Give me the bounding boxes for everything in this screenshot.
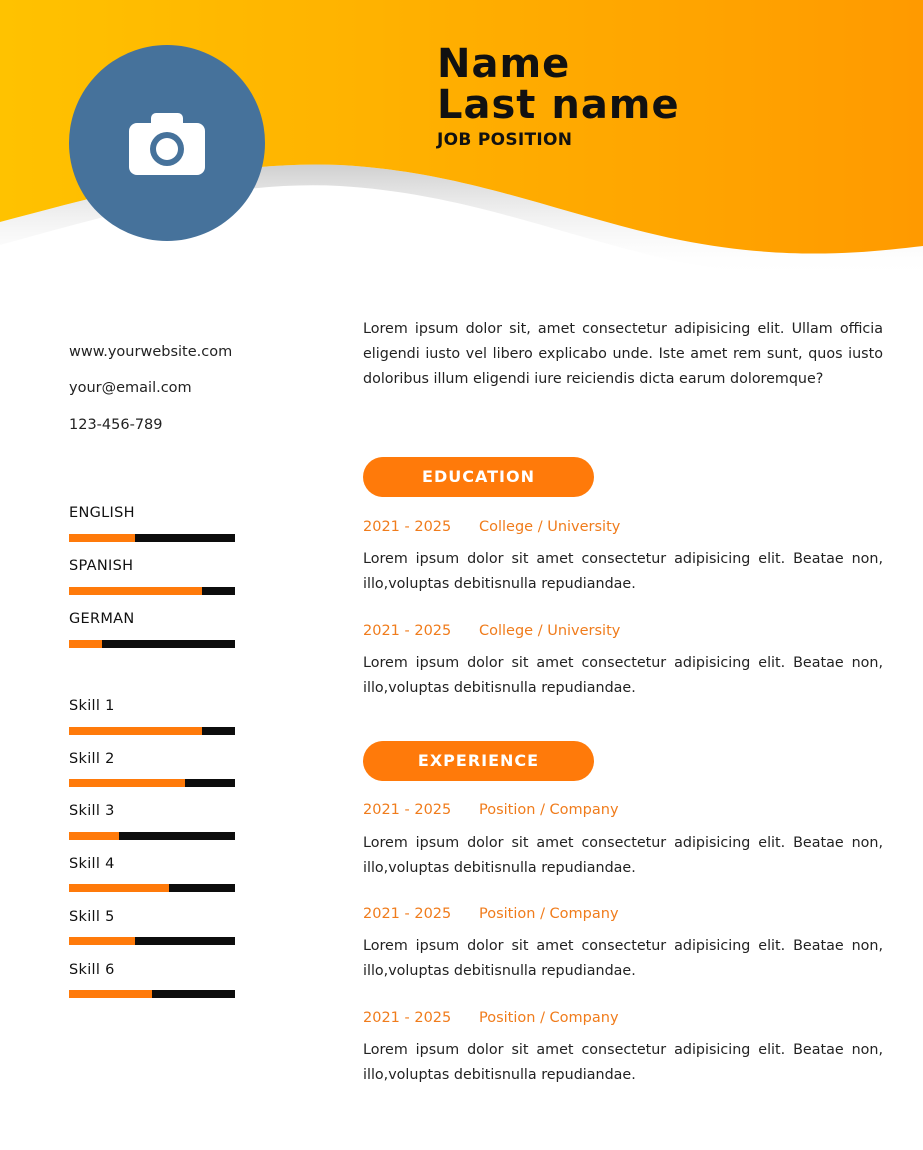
language-label: ENGLISH bbox=[69, 505, 135, 521]
education-entry-header bbox=[363, 623, 620, 639]
language-bar-fill bbox=[69, 640, 102, 648]
experience-entry-text: Lorem ipsum dolor sit amet consectetur adipisicing elit. Beatae non, illo,voluptas debitisnulla repudiandae. bbox=[363, 938, 883, 979]
language-label: GERMAN bbox=[69, 611, 135, 627]
camera-icon bbox=[127, 109, 207, 179]
education-entry-header bbox=[363, 519, 620, 535]
experience-entry-text: Lorem ipsum dolor sit amet consectetur adipisicing elit. Beatae non, illo,voluptas debitisnulla repudiandae. bbox=[363, 1042, 883, 1083]
job-position: JOB POSITION bbox=[437, 130, 573, 150]
contact-phone[interactable]: 123-456-789 bbox=[69, 417, 163, 433]
language-bar bbox=[69, 587, 235, 595]
language-bar bbox=[69, 534, 235, 542]
entry-period: 2021 - 2025 bbox=[363, 802, 452, 818]
entry-place: Position / Company bbox=[479, 906, 619, 922]
language-bar bbox=[69, 640, 235, 648]
education-entry-text: Lorem ipsum dolor sit amet consectetur adipisicing elit. Beatae non, illo,voluptas debitisnulla repudiandae. bbox=[363, 551, 883, 592]
skill-label: Skill 6 bbox=[69, 962, 115, 978]
skill-bar-fill bbox=[69, 832, 119, 840]
last-name: Last name bbox=[437, 82, 680, 128]
skill-bar bbox=[69, 990, 235, 998]
entry-period: 2021 - 2025 bbox=[363, 623, 452, 639]
education-entry-text: Lorem ipsum dolor sit amet consectetur adipisicing elit. Beatae non, illo,voluptas debitisnulla repudiandae. bbox=[363, 655, 883, 696]
experience-entry-header bbox=[363, 802, 619, 818]
skill-label: Skill 4 bbox=[69, 856, 115, 872]
experience-entry-text: Lorem ipsum dolor sit amet consectetur adipisicing elit. Beatae non, illo,voluptas debitisnulla repudiandae. bbox=[363, 835, 883, 876]
skill-bar bbox=[69, 884, 235, 892]
entry-place: Position / Company bbox=[479, 1010, 619, 1026]
name-block bbox=[437, 41, 680, 150]
entry-place: Position / Company bbox=[479, 802, 619, 818]
experience-heading: EXPERIENCE bbox=[363, 741, 594, 781]
entry-place: College / University bbox=[479, 623, 621, 639]
skill-label: Skill 5 bbox=[69, 909, 115, 925]
skill-label: Skill 1 bbox=[69, 698, 115, 714]
skill-bar bbox=[69, 937, 235, 945]
skill-bar bbox=[69, 779, 235, 787]
entry-period: 2021 - 2025 bbox=[363, 1010, 452, 1026]
skill-bar bbox=[69, 832, 235, 840]
language-label: SPANISH bbox=[69, 558, 134, 574]
skill-label: Skill 3 bbox=[69, 803, 115, 819]
profile-photo-placeholder[interactable] bbox=[69, 45, 265, 241]
first-name: Name bbox=[437, 41, 571, 87]
language-bar-fill bbox=[69, 587, 202, 595]
contact-email[interactable]: your@email.com bbox=[69, 380, 192, 396]
skill-bar-fill bbox=[69, 884, 169, 892]
entry-period: 2021 - 2025 bbox=[363, 519, 452, 535]
skill-bar-fill bbox=[69, 727, 202, 735]
skill-bar-fill bbox=[69, 937, 135, 945]
entry-period: 2021 - 2025 bbox=[363, 906, 452, 922]
experience-entry-header bbox=[363, 906, 619, 922]
profile-summary: Lorem ipsum dolor sit, amet consectetur adipisicing elit. Ullam officia eligendi iusto vel libero explicabo unde. Iste amet rem sunt, quos iusto doloribus illum eligendi iure reiciendis dicta earum doloremque? bbox=[363, 321, 883, 387]
skill-bar bbox=[69, 727, 235, 735]
skill-bar-fill bbox=[69, 990, 152, 998]
entry-place: College / University bbox=[479, 519, 621, 535]
skill-label: Skill 2 bbox=[69, 751, 115, 767]
language-bar-fill bbox=[69, 534, 135, 542]
skill-bar-fill bbox=[69, 779, 185, 787]
education-heading: EDUCATION bbox=[363, 457, 594, 497]
contact-website[interactable]: www.yourwebsite.com bbox=[69, 344, 233, 360]
experience-entry-header bbox=[363, 1010, 619, 1026]
